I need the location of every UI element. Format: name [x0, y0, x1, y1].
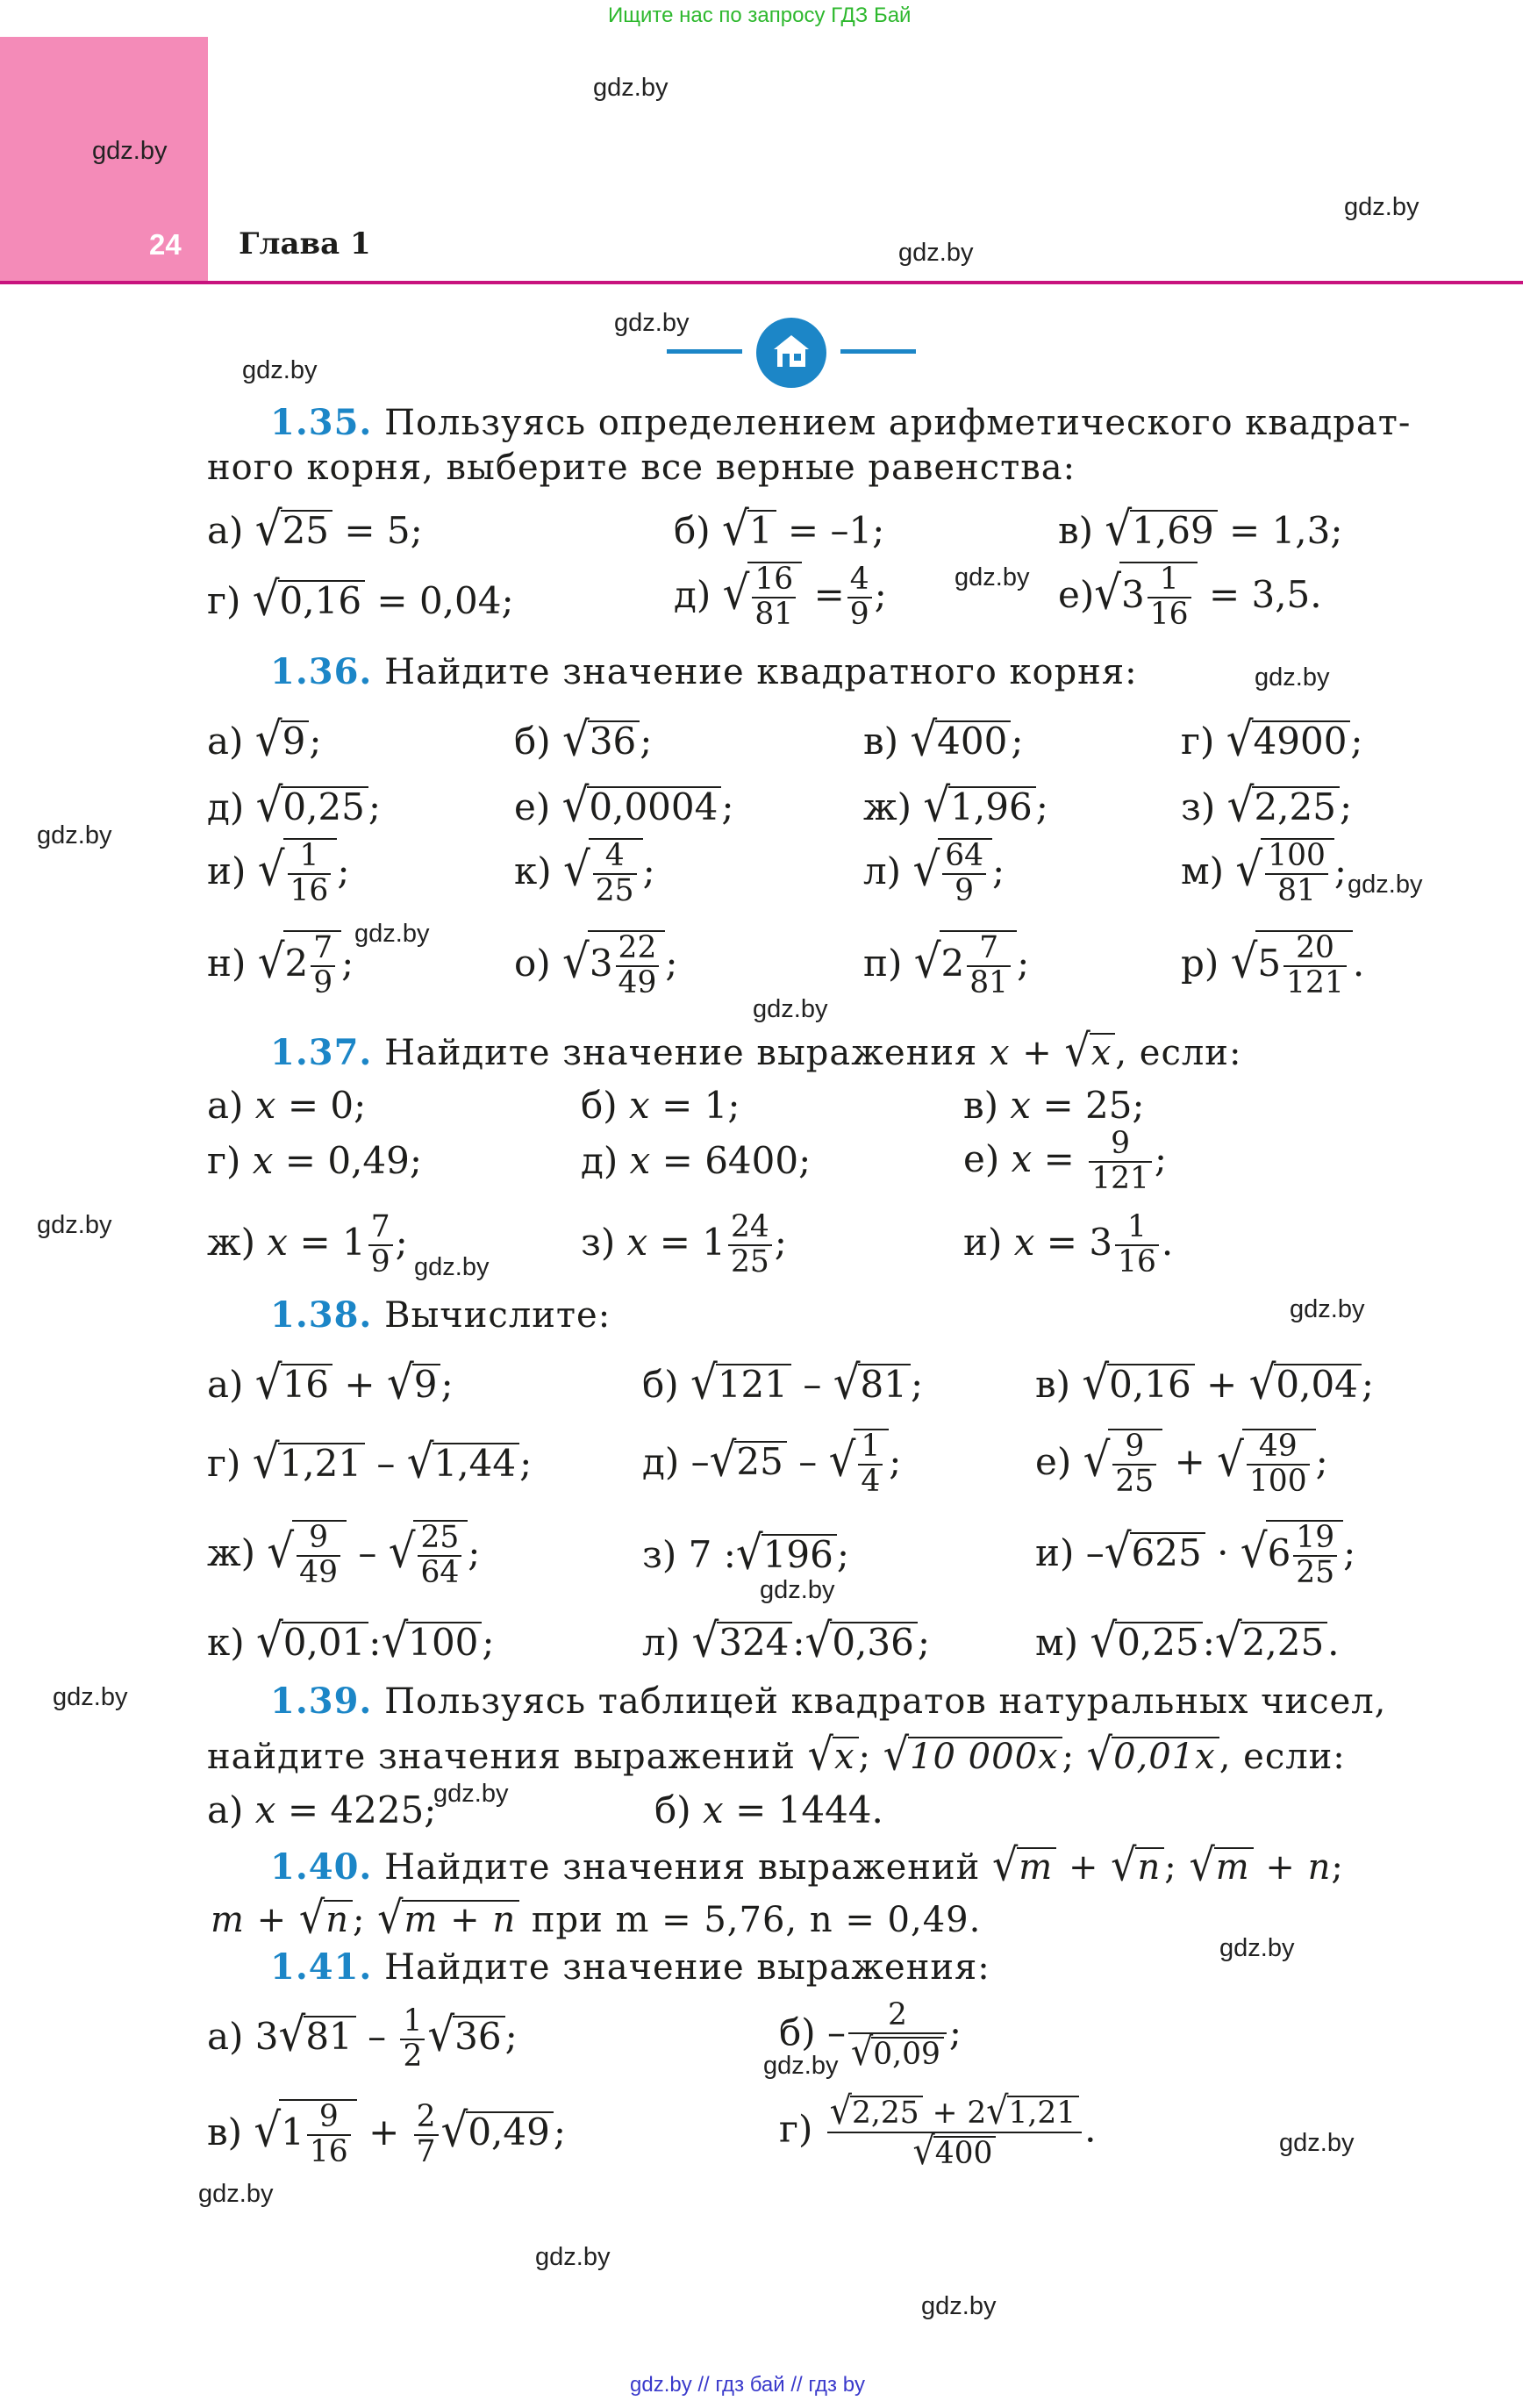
problem-1-39-line1	[270, 1681, 1386, 1722]
problem-text: Пользуясь определением арифметического квадрат-	[384, 403, 1412, 443]
problem-1-36-line	[270, 651, 1138, 692]
calc-item: м) √0,25:√2,25.	[1035, 1614, 1340, 1668]
watermark: gdz.by	[1290, 1295, 1365, 1323]
watermark: gdz.by	[1344, 193, 1419, 221]
calc-item: и) –√625 · √6 $\frac{19}{25}$ ;	[1035, 1520, 1356, 1590]
watermark: gdz.by	[614, 309, 690, 337]
expr-item: в) √1 $\frac{9}{16}$ + $\frac{2}{7}$ √0,49;	[207, 2099, 566, 2169]
root-item: о) √3 $\frac{22}{49}$ ;	[514, 930, 678, 1000]
watermark: gdz.by	[753, 995, 828, 1023]
calc-item: е) √ $\frac{9}{25}$ + √ $\frac{49}{100}$ ;	[1035, 1429, 1328, 1499]
root-item: з) √2,25;	[1181, 778, 1353, 833]
eq-item: б) √1 = –1;	[674, 502, 885, 556]
calc-item: к) √0,01:√100;	[207, 1614, 495, 1668]
root-item: п) √2 $\frac{7}{81}$ ;	[863, 930, 1030, 1000]
section-line-left	[667, 349, 742, 354]
watermark: gdz.by	[37, 821, 112, 849]
problem-1-37-line: 1.37. Найдите значение выражения x + √x , если:	[270, 1024, 1242, 1077]
calc-item: в) √0,16 + √0,04;	[1035, 1356, 1375, 1410]
problem-number: 1.36.	[270, 651, 373, 692]
eq-item: г) √0,16 = 0,04;	[207, 572, 514, 627]
eq-item: в) √1,69 = 1,3;	[1058, 502, 1343, 556]
footer-links[interactable]: gdz.by // гдз бай // гдз by	[630, 2373, 866, 2397]
watermark: gdz.by	[1255, 663, 1330, 692]
root-item: д) √0,25;	[207, 778, 382, 833]
expr-item: а) 3√81 – $\frac{1}{2}$ √36;	[207, 2003, 518, 2074]
value-item: а) x = 4225;	[207, 1788, 437, 1831]
value-item: б) x = 1444.	[654, 1788, 883, 1831]
calc-item: а) √16 + √9;	[207, 1356, 454, 1410]
value-item: д) x = 6400;	[581, 1139, 812, 1182]
problem-number: 1.39.	[270, 1681, 373, 1722]
root-item: ж) √1,96;	[863, 778, 1048, 833]
problem-1-41-line	[270, 1946, 990, 1988]
watermark: gdz.by	[760, 1576, 835, 1604]
problem-number: 1.41.	[270, 1946, 373, 1988]
watermark: gdz.by	[37, 1211, 112, 1239]
watermark: gdz.by	[414, 1253, 490, 1281]
watermark: gdz.by	[1219, 1934, 1295, 1962]
header-rule	[0, 281, 1523, 284]
root-item: л) √ $\frac{64}{9}$ ;	[863, 838, 1005, 908]
calc-item: б) √121 – √81;	[642, 1356, 924, 1410]
watermark: gdz.by	[1348, 871, 1423, 899]
top-banner: Ищите нас по запросу ГДЗ Бай	[608, 4, 912, 27]
watermark: gdz.by	[242, 356, 318, 384]
problem-text: Найдите значение выражения	[384, 1033, 978, 1073]
watermark: gdz.by	[198, 2180, 274, 2208]
value-item: и) x = 3 $\frac{1}{16}$ .	[963, 1209, 1174, 1279]
watermark: gdz.by	[898, 239, 974, 267]
problem-text: Пользуясь таблицей квадратов натуральных чисел,	[384, 1681, 1387, 1722]
problem-1-40-line2: m + √n ; √m + n при m = 5,76, n = 0,49.	[211, 1891, 982, 1944]
value-item: г) x = 0,49;	[207, 1139, 423, 1182]
problem-number: 1.37.	[270, 1032, 373, 1073]
problem-text: Вычислите:	[384, 1295, 611, 1336]
value-item: в) x = 25;	[963, 1084, 1145, 1127]
root-item: б) √36;	[514, 713, 653, 767]
eq-item: е)√3 $\frac{1}{16}$ = 3,5.	[1058, 562, 1322, 632]
home-icon	[756, 318, 826, 388]
problem-1-35-line1	[270, 402, 1411, 443]
value-item: е) x = $\frac{9}{121}$ ;	[963, 1126, 1168, 1196]
problem-text: Найдите значение выражения:	[384, 1947, 990, 1988]
value-item: з) x = 1 $\frac{24}{25}$ ;	[581, 1209, 787, 1279]
problem-1-39-line2: найдите значения выражений √x ; √10 000x ; √0,01x , если:	[207, 1728, 1346, 1781]
problem-number: 1.35.	[270, 402, 373, 443]
problem-text: Найдите значения выражений	[384, 1847, 981, 1888]
root-item: а) √9;	[207, 713, 322, 767]
problem-1-40-line1: 1.40. Найдите значения выражений √m + √n ; √m + n;	[270, 1838, 1344, 1891]
section-line-right	[840, 349, 916, 354]
watermark: gdz.by	[593, 74, 669, 102]
watermark: gdz.by	[535, 2243, 611, 2271]
watermark: gdz.by	[763, 2052, 839, 2080]
calc-item: ж) √ $\frac{9}{49}$ – √ $\frac{25}{64}$ ;	[207, 1520, 481, 1590]
eq-item: д) √ $\frac{16}{81}$ = $\frac{4}{9}$ ;	[674, 562, 887, 632]
root-item: г) √4900;	[1181, 713, 1363, 767]
problem-number: 1.38.	[270, 1294, 373, 1336]
watermark: gdz.by	[1279, 2129, 1355, 2157]
expr-item: б) – $\frac{2}{√0,09}$ ;	[779, 1997, 962, 2075]
watermark: gdz.by	[92, 137, 168, 165]
problem-1-35-line2: ного корня, выберите все верные равенства:	[207, 448, 1076, 488]
calc-item: д) –√25 – √ $\frac{1}{4}$ ;	[642, 1429, 902, 1499]
value-item: а) x = 0;	[207, 1084, 367, 1127]
page-number: 24	[149, 228, 182, 261]
calc-item: г) √1,21 – √1,44;	[207, 1435, 533, 1489]
root-item: м) √ $\frac{100}{81}$ ;	[1181, 838, 1348, 908]
watermark: gdz.by	[955, 563, 1030, 591]
problem-1-38-line	[270, 1294, 611, 1336]
root-item: и) √ $\frac{1}{16}$ ;	[207, 838, 350, 908]
value-item: б) x = 1;	[581, 1084, 740, 1127]
root-item: в) √400;	[863, 713, 1024, 767]
chapter-title: Глава 1	[239, 226, 371, 262]
problem-number: 1.40.	[270, 1846, 373, 1888]
root-item: к) √ $\frac{4}{25}$ ;	[514, 838, 655, 908]
value-item: ж) x = 1 $\frac{7}{9}$ ;	[207, 1209, 408, 1279]
watermark: gdz.by	[921, 2292, 997, 2320]
root-item: н) √2 $\frac{7}{9}$ ;	[207, 930, 354, 1000]
root-item: р) √5 $\frac{20}{121}$ .	[1181, 930, 1365, 1000]
home-icon-glyph	[756, 318, 826, 388]
root-item: е) √0,0004;	[514, 778, 734, 833]
problem-text: Найдите значение квадратного корня:	[384, 652, 1138, 692]
expr-item: г) $\frac{√2,25 + 2√1,21}{√400}$ .	[779, 2089, 1097, 2174]
watermark: gdz.by	[433, 1780, 509, 1808]
watermark: gdz.by	[53, 1683, 128, 1711]
eq-item: а) √25 = 5;	[207, 502, 423, 556]
watermark: gdz.by	[354, 920, 430, 948]
calc-item: л) √324:√0,36;	[642, 1614, 930, 1668]
calc-item: з) 7 :√196;	[642, 1526, 849, 1580]
